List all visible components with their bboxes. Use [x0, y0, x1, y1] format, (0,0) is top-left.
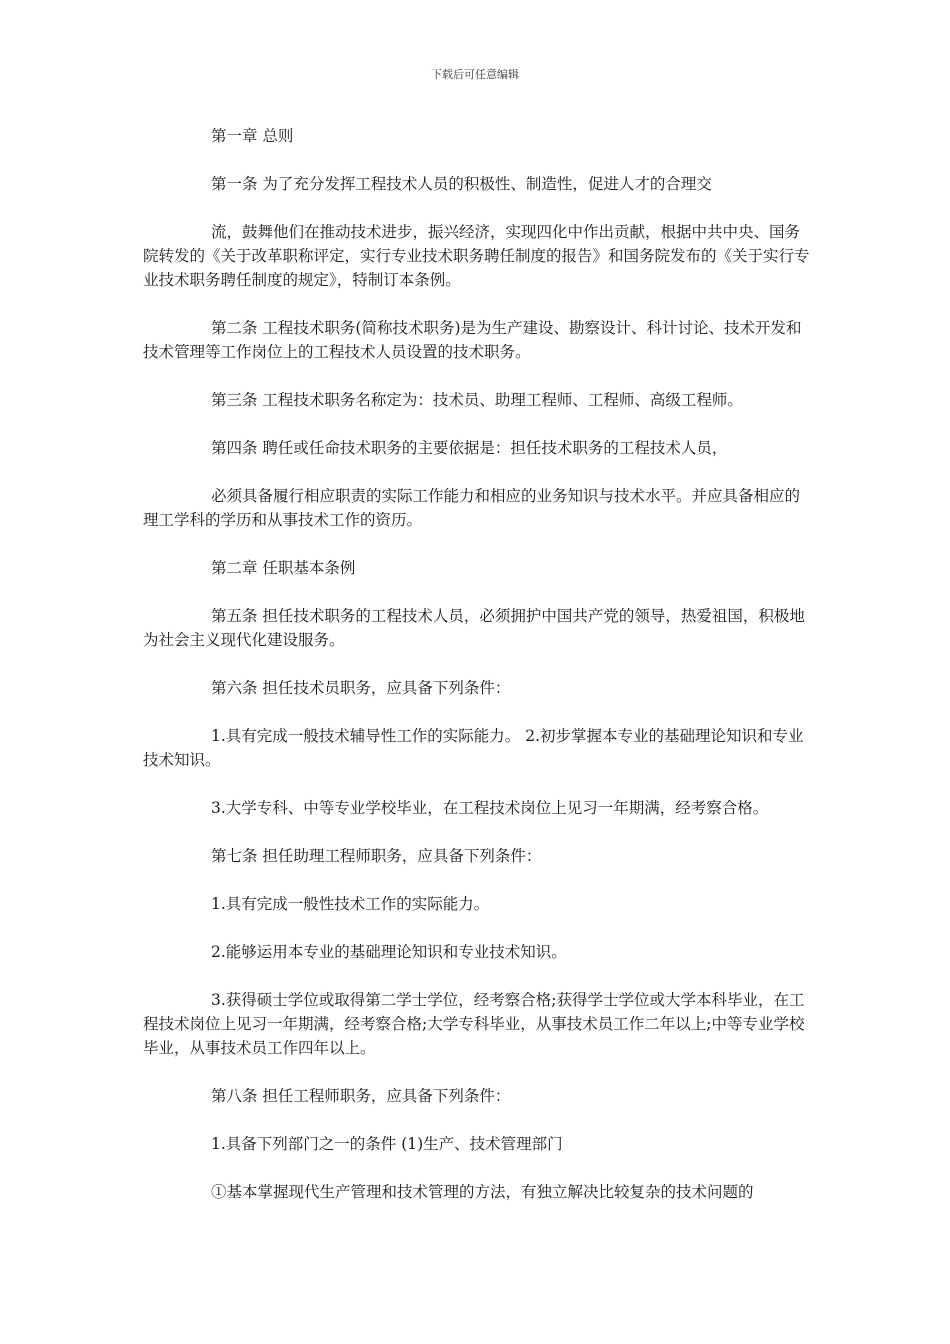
article-7: 第七条 担任助理工程师职务，应具备下列条件： [211, 847, 542, 865]
article-8-subitem-1: ①基本掌握现代生产管理和技术管理的方法，有独立解决比较复杂的技术问题的 [211, 1183, 754, 1201]
article-7-item-1: 1.具有完成一般性技术工作的实际能力。 [211, 895, 490, 913]
article-8: 第八条 担任工程师职务，应具备下列条件： [211, 1087, 511, 1105]
chapter-2-heading: 第二章 任职基本条例 [211, 559, 356, 577]
article-5: 第五条 担任技术职务的工程技术人员，必须拥护中国共产党的领导，热爱祖国，积极地为社会主义现代化建设服务。 [143, 607, 805, 649]
article-6-item-3: 3.大学专科、中等专业学校毕业，在工程技术岗位上见习一年期满，经考察合格。 [211, 799, 769, 817]
page-header-note: 下载后可任意编辑 [431, 68, 519, 81]
article-4-first-line: 第四条 聘任或任命技术职务的主要依据是：担任技术职务的工程技术人员， [211, 439, 728, 457]
article-2: 第二条 工程技术职务(简称技术职务)是为生产建设、勘察设计、科计讨论、技术开发和技术管理等工作岗位上的工程技术人员设置的技术职务。 [143, 319, 802, 361]
article-1-first-line: 第一条 为了充分发挥工程技术人员的积极性、制造性，促进人才的合理交 [211, 175, 712, 193]
document-body [143, 124, 811, 1204]
article-7-item-2: 2.能够运用本专业的基础理论知识和专业技术知识。 [211, 943, 567, 961]
article-6: 第六条 担任技术员职务，应具备下列条件： [211, 679, 511, 697]
chapter-1-heading: 第一章 总则 [211, 127, 294, 145]
article-4-continuation: 必须具备履行相应职责的实际工作能力和相应的业务知识与技术水平。并应具备相应的理工学科的学历和从事技术工作的资历。 [143, 487, 801, 529]
article-7-item-3: 3.获得硕士学位或取得第二学士学位，经考察合格;获得学士学位或大学本科毕业，在工程技术岗位上见习一年期满，经考察合格;大学专科毕业，从事技术员工作二年以上;中等专业学校毕业，从事技术员工作四年以上。 [143, 991, 805, 1057]
article-1-continuation: 流，鼓舞他们在推动技术进步，振兴经济，实现四化中作出贡献，根据中共中央、国务院转发的《关于改革职称评定，实行专业技术职务聘任制度的报告》和国务院发布的《关于实行专业技术职务聘任制度的规定》，特制订本条例。 [143, 223, 810, 289]
article-8-item-1: 1.具备下列部门之一的条件 (1)生产、技术管理部门 [211, 1135, 563, 1153]
article-6-items-1-2: 1.具有完成一般技术辅导性工作的实际能力。 2.初步掌握本专业的基础理论知识和专业技术知识。 [143, 727, 804, 769]
article-3: 第三条 工程技术职务名称定为：技术员、助理工程师、工程师、高级工程师。 [211, 391, 743, 409]
